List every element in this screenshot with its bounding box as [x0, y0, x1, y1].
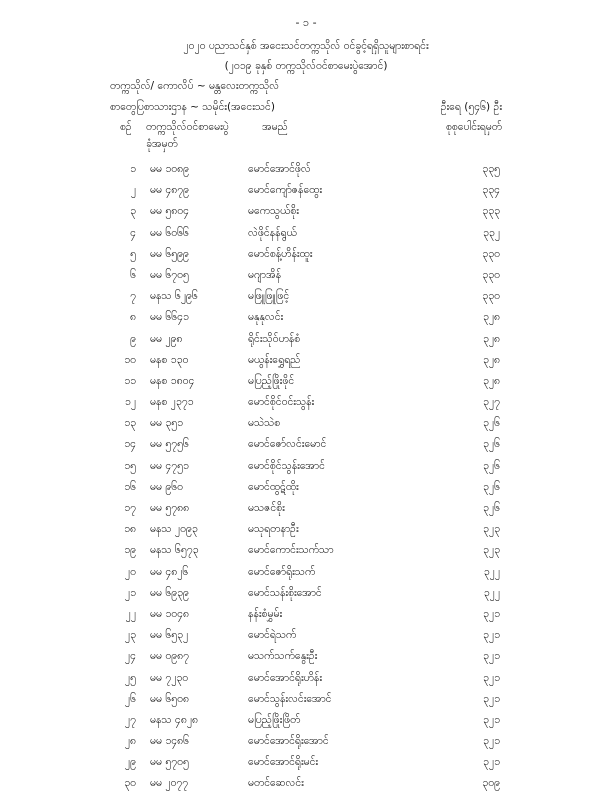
row-name: မပြည့်ဖြိုးဖိုင်: [248, 374, 295, 387]
table-row: [0, 396, 612, 417]
table-row: [0, 629, 612, 650]
row-roll-number: မနစ ၂၃၇၁: [150, 396, 194, 409]
row-name: ရိုင်းသိုဝ်ဟန်စံ: [248, 332, 301, 345]
subject-label: စာတွေပြစာသားဌာန ~ သမိုင်း(အငေးသင်): [110, 101, 275, 113]
table-row: [0, 333, 612, 354]
row-number: ၁၈: [124, 523, 136, 536]
row-number: ၁၆: [124, 480, 136, 493]
row-roll-number: မမ ၁၀၄၈: [150, 607, 190, 620]
row-number: ၂၉: [124, 756, 136, 769]
table-row: [0, 756, 612, 777]
column-header-roll-line2: ခုံအမှတ်: [146, 138, 178, 150]
row-roll-number: မမ ၆၅၀၈: [150, 692, 190, 705]
table-row: [0, 523, 612, 544]
row-roll-number: မမ ၆၇၀၅: [150, 268, 189, 281]
row-name: မသဲသဲစ: [248, 417, 281, 430]
row-roll-number: မမ ၂၉၈: [150, 332, 183, 345]
row-roll-number: မနသ ၆၅၇၃: [150, 544, 199, 557]
row-name: မောင်ရဲသက်: [248, 629, 297, 642]
row-name: မသုရတနာဦး: [248, 523, 299, 536]
results-table: [0, 163, 612, 799]
row-name: မောင်အောင်ရိုးအောင်: [248, 735, 329, 748]
row-roll-number: မမ ၅၇၀၅: [150, 756, 189, 769]
row-roll-number: မမ ၃၅၁: [150, 417, 184, 430]
row-roll-number: မမ ၅၈၀၄: [150, 205, 190, 218]
row-marks: ၃၂၇: [483, 396, 500, 409]
row-number: ၂၆: [124, 692, 136, 705]
row-number: ၁၂: [124, 396, 136, 409]
row-roll-number: မမ ၁၀၈၉: [150, 163, 190, 175]
table-row: [0, 417, 612, 438]
table-row: [0, 777, 612, 798]
row-marks: ၃၂၆: [483, 438, 500, 451]
row-marks: ၃၂၈: [482, 311, 500, 324]
row-number: ၃: [130, 205, 136, 218]
table-row: [0, 693, 612, 714]
table-row: [0, 544, 612, 565]
table-row: [0, 460, 612, 481]
row-marks: ၃၂၁: [483, 735, 500, 748]
row-marks: ၃၃၀: [482, 268, 500, 281]
row-name: မသဇင်စိုး: [248, 502, 285, 514]
row-marks: ၃၂၁: [483, 671, 500, 684]
row-roll-number: မမ ၉၆၀: [150, 480, 184, 493]
row-name: လဲဖိုင်နန်ရွယ်: [248, 226, 297, 239]
table-row: [0, 438, 612, 459]
row-name: မနုနုလင်း: [248, 311, 284, 324]
table-row: [0, 205, 612, 226]
row-name: မယွန်းရွှေရည်: [248, 353, 301, 366]
row-roll-number: မနစ ၁၈၀၄: [150, 374, 195, 387]
row-number: ၁၄: [124, 438, 136, 451]
row-marks: ၃၃၂: [483, 226, 500, 239]
table-row: [0, 227, 612, 248]
table-row: [0, 650, 612, 671]
row-marks: ၃၂၁: [483, 713, 500, 726]
row-name: မဂျာအိန်: [248, 268, 282, 281]
row-name: မောင်စိုင်ဝင်းသွန်း: [248, 396, 315, 409]
row-marks: ၃၃၀: [482, 247, 500, 260]
row-number: ၉: [130, 332, 136, 345]
row-marks: ၃၂၁: [483, 692, 500, 705]
row-roll-number: မနသ ၂၀၉၃: [150, 523, 198, 536]
row-name: မောင်သန်းစိုးအောင်: [248, 586, 322, 599]
table-row: [0, 311, 612, 332]
row-marks: ၃၃၄: [482, 184, 500, 197]
row-roll-number: မမ ၆၅၉၉: [150, 247, 189, 260]
table-row: [0, 608, 612, 629]
row-marks: ၃၀၉: [482, 777, 500, 790]
row-name: မကေသွယ်စိုး: [248, 205, 299, 218]
table-row: [0, 735, 612, 756]
row-roll-number: မမ ၆၉၃၉: [150, 586, 189, 599]
row-roll-number: မမ ၂၀၇၇: [150, 777, 189, 790]
table-row: [0, 269, 612, 290]
row-number: ၈: [130, 311, 136, 324]
row-number: ၁၁: [124, 374, 136, 387]
row-roll-number: မမ ၄၈၇၉: [150, 184, 190, 197]
row-marks: ၃၂၆: [483, 502, 500, 514]
row-marks: ၃၂၂: [483, 565, 500, 578]
row-roll-number: မမ ၆၀၆၆: [150, 226, 189, 239]
document-subtitle: (၂၀၁၉ ခုနှစ် တက္ကသိုလ်ဝင်စာမေးပွဲအောင်): [224, 60, 388, 72]
row-number: ၂၅: [124, 671, 136, 684]
university-label: တက္ကသိုလ်/ ကောလိပ် ~ မန္တလေးတက္ကသိုလ်: [110, 80, 280, 92]
row-number: ၁၇: [124, 502, 136, 514]
row-roll-number: မမ ၅၇၈၈: [150, 502, 190, 514]
row-number: ၄: [130, 226, 136, 239]
column-header-marks: စုစုပေါင်းရမှတ်: [445, 121, 502, 133]
row-marks: ၃၃၀: [482, 290, 500, 303]
row-roll-number: မမ ၄၇၅၁: [150, 459, 189, 472]
row-number: ၁၃: [124, 417, 136, 430]
row-number: ၁: [130, 163, 136, 175]
row-roll-number: မမ ၆၅၃၂: [150, 629, 189, 642]
column-header-name: အမည်: [262, 121, 288, 133]
row-name: မသက်သက်နွေးဦး: [248, 650, 318, 663]
row-number: ၂၃: [124, 629, 136, 642]
row-marks: ၃၂၆: [483, 417, 500, 430]
table-row: [0, 163, 612, 184]
table-row: [0, 184, 612, 205]
row-name: မဖြူဖြူဖြင့်: [248, 290, 290, 303]
row-name: မတင်ဆေလင်း: [248, 777, 304, 790]
row-number: ၂၂: [125, 607, 136, 620]
row-marks: ၃၃၃: [482, 205, 500, 218]
row-marks: ၃၂၆: [483, 459, 500, 472]
page-number: - ၁ -: [295, 16, 317, 29]
row-marks: ၃၂၁: [483, 629, 500, 642]
row-number: ၃၀: [124, 777, 136, 790]
table-row: [0, 672, 612, 693]
row-marks: ၃၂၂: [483, 586, 500, 599]
table-row: [0, 502, 612, 523]
row-marks: ၃၂၃: [483, 523, 500, 536]
row-number: ၅: [130, 247, 136, 260]
row-name: နန်းစံမွှမ်း: [248, 607, 283, 620]
table-row: [0, 248, 612, 269]
table-row: [0, 481, 612, 502]
row-name: မောင်ထွဋ်ထိုး: [248, 480, 299, 493]
row-name: မောင်ဇော်လင်းမောင်: [248, 438, 327, 451]
row-roll-number: မမ ၅၇၅၆: [150, 438, 189, 451]
column-header-no: စဉ်: [120, 121, 132, 133]
table-row: [0, 354, 612, 375]
row-marks: ၃၂၁: [483, 607, 500, 620]
row-marks: ၃၂၁: [483, 650, 500, 663]
row-name: မောင်သွန်းလင်းအောင်: [248, 692, 332, 705]
column-header-roll: တက္ကသိုလ်ဝင်စာမေးပွဲ: [146, 121, 229, 133]
row-roll-number: မနသ ၆၂၉၆: [150, 290, 198, 303]
table-row: [0, 587, 612, 608]
row-roll-number: မမ ၇၂၃၀: [150, 671, 189, 684]
row-name: မောင်ကျော်ဇန်ထွေး: [248, 184, 322, 197]
row-number: ၂၁: [124, 586, 136, 599]
row-name: မောင်စန့်ဟိန်းထူး: [248, 247, 313, 260]
table-row: [0, 566, 612, 587]
row-name: မောင်စိုင်သွန်းအောင်: [248, 459, 325, 472]
row-marks: ၃၂၆: [483, 480, 500, 493]
row-marks: ၃၃၅: [482, 163, 500, 175]
row-number: ၁၀: [124, 353, 136, 366]
total-count: ဦးရေ (၅၄၆) ဦး: [440, 101, 502, 113]
row-number: ၇: [130, 290, 136, 303]
row-number: ၂၄: [124, 650, 136, 663]
table-row: [0, 375, 612, 396]
row-marks: ၃၂၈: [482, 353, 500, 366]
row-name: မောင်အောင်ရိုးဟိန်း: [248, 671, 322, 684]
row-roll-number: မမ ၆၆၄၁: [150, 311, 189, 324]
row-name: မောင်ကောင်းသက်သာ: [248, 544, 334, 557]
row-marks: ၃၂၈: [482, 374, 500, 387]
row-roll-number: မမ ၀၉၈၇: [150, 650, 190, 663]
row-number: ၂: [130, 184, 136, 197]
row-name: မပြည့်ဖြိုးဖြိတ်: [248, 713, 301, 726]
row-number: ၂၈: [124, 735, 136, 748]
row-number: ၂၇: [124, 713, 136, 726]
row-name: မောင်အောင်ဖိုလ်: [248, 163, 311, 175]
row-name: မောင်ဇော်ရိုးသက်: [248, 565, 316, 578]
row-number: ၂၀: [124, 565, 136, 578]
row-number: ၆: [130, 268, 136, 281]
row-marks: ၃၂၈: [482, 332, 500, 345]
row-roll-number: မမ ၄၈၂၆: [150, 565, 189, 578]
document-title: ၂၀၂၀ ပညာသင်နှစ် အငေးသင်တက္ကသိုလ် ဝင်ခွင့်ရရှိသူများစာရင်း: [183, 40, 429, 52]
row-roll-number: မနသ ၄၈၂၈: [150, 713, 198, 726]
row-number: ၁၉: [124, 544, 136, 557]
row-roll-number: မမ ၁၄၈၆: [150, 735, 190, 748]
table-row: [0, 290, 612, 311]
row-number: ၁၅: [124, 459, 136, 472]
row-name: မောင်အောင်ရိုးမင်း: [248, 756, 319, 769]
row-roll-number: မနစ ၁၃၀: [150, 353, 189, 366]
row-marks: ၃၂၁: [483, 756, 500, 769]
table-row: [0, 714, 612, 735]
row-marks: ၃၂၃: [483, 544, 500, 557]
